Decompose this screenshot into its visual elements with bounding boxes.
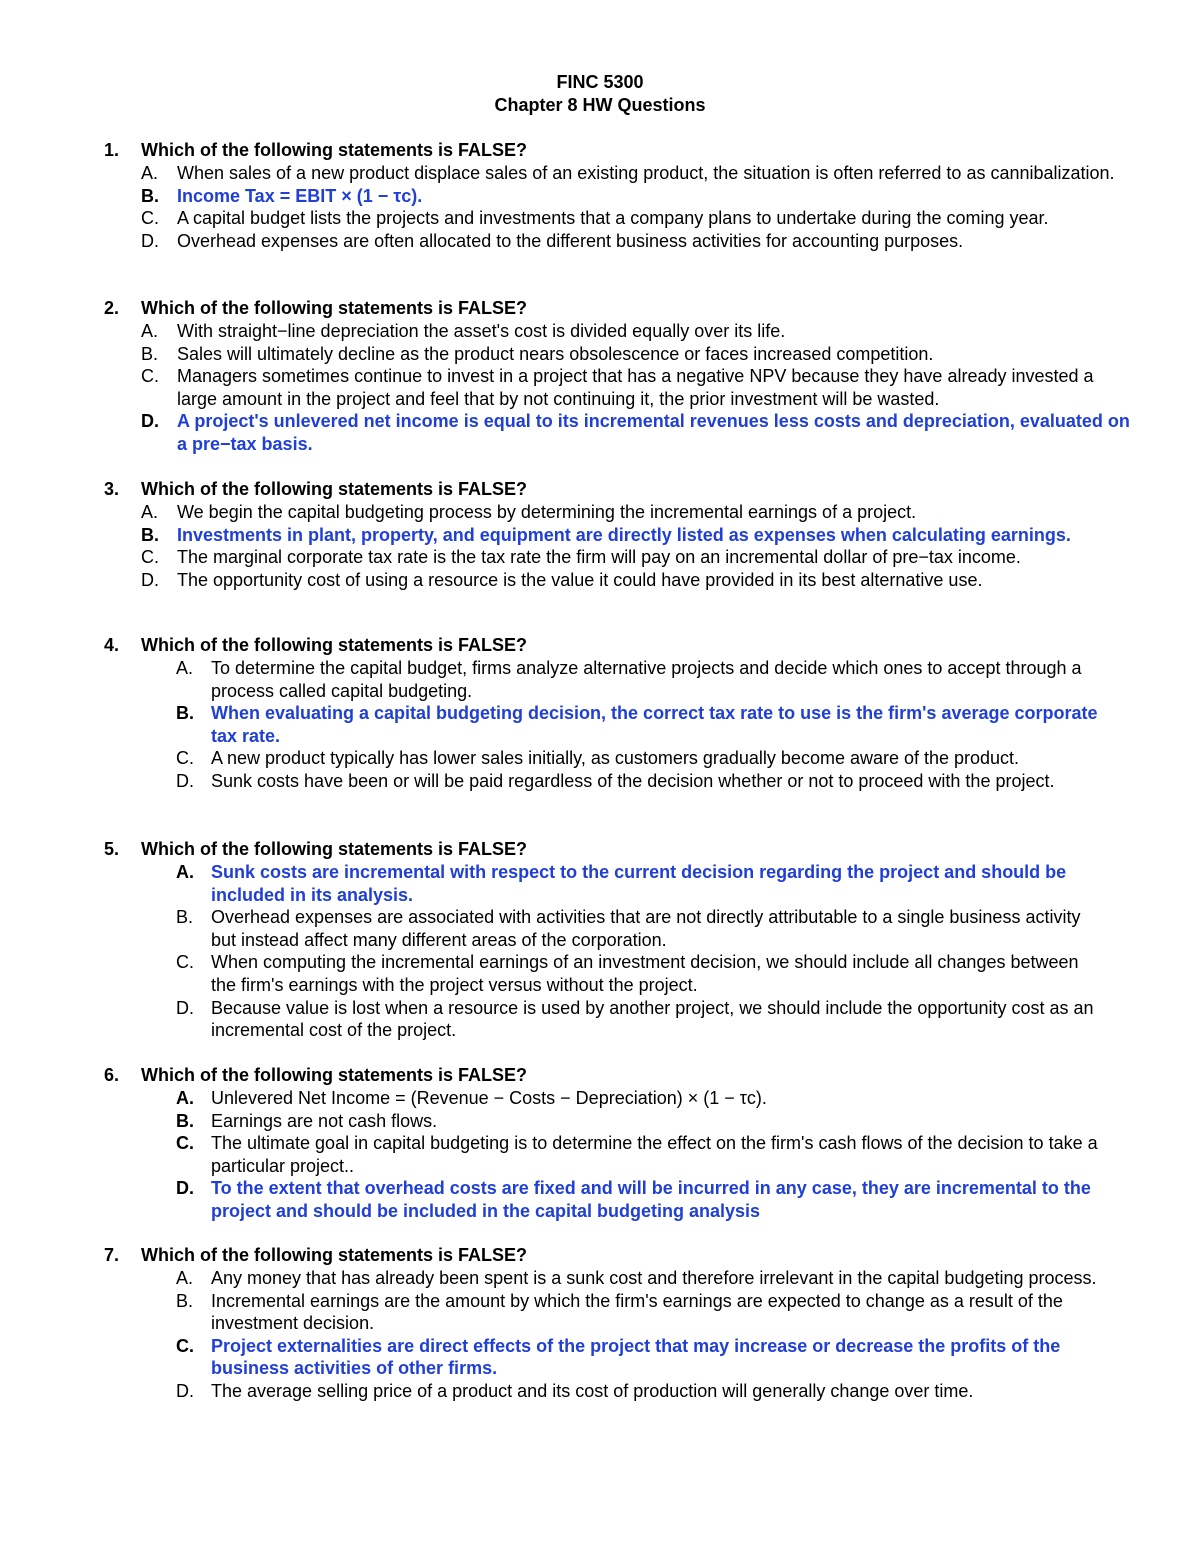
option-letter: A. xyxy=(176,1088,194,1108)
question-number: 1. xyxy=(104,140,120,160)
option-a xyxy=(0,162,1200,185)
option-b xyxy=(0,906,1200,951)
option-text: A new product typically has lower sales initially, as customers gradually become aware of the product. xyxy=(211,748,1020,769)
option-letter: D. xyxy=(176,997,194,1018)
option-text: Because value is lost when a resource is used by another project, we should include the opportunity cost as an incremental cost of the project. xyxy=(211,997,1094,1041)
option-d-correct-answer xyxy=(0,410,1200,455)
option-text: When sales of a new product displace sales of an existing product, the situation is often referred to as cannibalization. xyxy=(177,163,1115,183)
option-list xyxy=(0,162,1200,252)
question-text: Which of the following statements is FALSE? xyxy=(141,479,528,499)
question-stem xyxy=(0,478,1200,501)
option-b-correct-answer xyxy=(0,524,1200,547)
option-letter: A. xyxy=(141,502,159,522)
option-text: Project externalities are direct effects of the project that may increase or decrease the profits of the business activities of other firms. xyxy=(211,1335,1061,1379)
chapter-title: Chapter 8 HW Questions xyxy=(494,95,706,115)
option-text: Investments in plant, property, and equipment are directly listed as expenses when calculating earnings. xyxy=(177,524,1071,545)
question-1 xyxy=(0,139,1200,252)
option-c xyxy=(0,747,1200,770)
option-list xyxy=(0,1267,1200,1403)
option-letter: A. xyxy=(141,321,159,341)
option-text: Earnings are not cash flows. xyxy=(211,1110,438,1131)
question-number: 3. xyxy=(104,479,120,499)
question-text: Which of the following statements is FALSE? xyxy=(141,1245,528,1265)
option-text: Sunk costs are incremental with respect to the current decision regarding the project and should be included in its analysis. xyxy=(211,862,1067,905)
question-5 xyxy=(0,838,1200,1042)
option-d xyxy=(0,230,1200,253)
question-text: Which of the following statements is FALSE? xyxy=(141,298,528,318)
option-list xyxy=(0,1087,1200,1223)
option-text: To determine the capital budget, firms analyze alternative projects and decide which ones to accept through a process called capital budgeting. xyxy=(211,658,1082,701)
option-letter: D. xyxy=(176,1178,194,1199)
question-stem xyxy=(0,1064,1200,1087)
option-list xyxy=(0,861,1200,1042)
option-letter: D. xyxy=(176,1380,194,1401)
option-text: Any money that has already been spent is a sunk cost and therefore irrelevant in the capital budgeting process. xyxy=(211,1268,1097,1288)
question-7 xyxy=(0,1244,1200,1403)
option-letter: D. xyxy=(141,411,159,432)
option-letter: D. xyxy=(176,770,194,791)
option-letter: C. xyxy=(141,208,159,229)
option-text: When computing the incremental earnings of an investment decision, we should include all changes between the firm's earnings with the project versus without the project. xyxy=(211,952,1079,995)
option-text: The opportunity cost of using a resource is the value it could have provided in its best alternative use. xyxy=(177,569,983,590)
option-list xyxy=(0,657,1200,793)
question-stem xyxy=(0,297,1200,320)
option-letter: A. xyxy=(176,658,194,678)
option-text: We begin the capital budgeting process by determining the incremental earnings of a project. xyxy=(177,502,917,522)
option-d xyxy=(0,569,1200,592)
option-d-correct-answer xyxy=(0,1177,1200,1222)
option-text: Income Tax = EBIT × (1 − τc). xyxy=(177,185,423,206)
option-text: Overhead expenses are often allocated to the different business activities for accounting purposes. xyxy=(177,230,964,251)
option-text: The marginal corporate tax rate is the tax rate the firm will pay on an incremental dollar of pre−tax income. xyxy=(177,547,1021,568)
option-text: To the extent that overhead costs are fixed and will be incurred in any case, they are incremental to the project and should be included in the capital budgeting analysis xyxy=(211,1178,1091,1221)
option-text: When evaluating a capital budgeting decision, the correct tax rate to use is the firm's average corporate tax rate. xyxy=(211,703,1098,746)
option-text: Sales will ultimately decline as the product nears obsolescence or faces increased competition. xyxy=(177,343,934,364)
option-list xyxy=(0,320,1200,456)
option-text: With straight−line depreciation the asset's cost is divided equally over its life. xyxy=(177,321,786,341)
option-text: Incremental earnings are the amount by which the firm's earnings are expected to change as a result of the investment decision. xyxy=(211,1290,1063,1334)
question-text: Which of the following statements is FALSE? xyxy=(141,839,528,859)
question-number: 4. xyxy=(104,635,120,655)
option-letter: C. xyxy=(176,1335,194,1356)
option-letter: A. xyxy=(141,163,159,183)
option-c xyxy=(0,207,1200,230)
option-letter: B. xyxy=(176,907,194,928)
question-text: Which of the following statements is FALSE? xyxy=(141,140,528,160)
option-letter: C. xyxy=(176,1133,194,1154)
question-text: Which of the following statements is FALSE? xyxy=(141,1065,528,1085)
option-c xyxy=(0,951,1200,996)
option-b-correct-answer xyxy=(0,702,1200,747)
question-3 xyxy=(0,478,1200,591)
option-text: The ultimate goal in capital budgeting is to determine the effect on the firm's cash flows of the decision to take a particular project.. xyxy=(211,1133,1098,1176)
option-letter: C. xyxy=(141,366,159,387)
option-letter: B. xyxy=(141,185,159,206)
question-number: 7. xyxy=(104,1245,120,1265)
option-b xyxy=(0,343,1200,366)
option-text: Unlevered Net Income = (Revenue − Costs − Depreciation) × (1 − τc). xyxy=(211,1088,767,1108)
option-letter: A. xyxy=(176,1268,194,1288)
option-letter: B. xyxy=(176,1110,194,1131)
course-title: FINC 5300 xyxy=(556,72,644,92)
option-text: Sunk costs have been or will be paid regardless of the decision whether or not to proceed with the project. xyxy=(211,770,1055,791)
option-b xyxy=(0,1110,1200,1133)
option-text: Managers sometimes continue to invest in a project that has a negative NPV because they have already invested a large amount in the project and feel that by not continuing it, the prior investment will be wasted. xyxy=(177,366,1094,409)
question-stem xyxy=(0,634,1200,657)
option-a xyxy=(0,657,1200,702)
question-number: 5. xyxy=(104,839,120,859)
question-number: 6. xyxy=(104,1065,120,1085)
option-a xyxy=(0,1087,1200,1110)
option-letter: D. xyxy=(141,230,159,251)
option-letter: C. xyxy=(176,952,194,973)
question-4 xyxy=(0,634,1200,793)
question-number: 2. xyxy=(104,298,120,318)
option-letter: B. xyxy=(176,703,194,724)
option-letter: B. xyxy=(141,343,159,364)
question-2 xyxy=(0,297,1200,456)
option-letter: B. xyxy=(176,1290,194,1311)
question-stem xyxy=(0,139,1200,162)
option-d xyxy=(0,770,1200,793)
option-c xyxy=(0,546,1200,569)
question-stem xyxy=(0,1244,1200,1267)
option-letter: C. xyxy=(176,748,194,769)
option-text: A project's unlevered net income is equal to its incremental revenues less costs and depreciation, evaluated on a pre−tax basis. xyxy=(177,411,1130,454)
option-list xyxy=(0,501,1200,591)
option-a xyxy=(0,1267,1200,1290)
option-c-correct-answer xyxy=(0,1335,1200,1380)
option-letter: C. xyxy=(141,547,159,568)
option-b xyxy=(0,1290,1200,1335)
option-a-correct-answer xyxy=(0,861,1200,906)
option-letter: A. xyxy=(176,862,194,882)
option-d xyxy=(0,997,1200,1042)
option-letter: B. xyxy=(141,524,159,545)
question-6 xyxy=(0,1064,1200,1223)
option-text: A capital budget lists the projects and investments that a company plans to undertake during the coming year. xyxy=(177,208,1049,229)
option-letter: D. xyxy=(141,569,159,590)
option-text: The average selling price of a product and its cost of production will generally change over time. xyxy=(211,1380,974,1401)
option-text: Overhead expenses are associated with activities that are not directly attributable to a single business activity but instead affect many different areas of the corporation. xyxy=(211,907,1081,950)
option-d xyxy=(0,1380,1200,1403)
question-text: Which of the following statements is FALSE? xyxy=(141,635,528,655)
option-a xyxy=(0,320,1200,343)
question-stem xyxy=(0,838,1200,861)
option-b-correct-answer xyxy=(0,185,1200,208)
option-a xyxy=(0,501,1200,524)
option-c xyxy=(0,365,1200,410)
option-c xyxy=(0,1132,1200,1177)
